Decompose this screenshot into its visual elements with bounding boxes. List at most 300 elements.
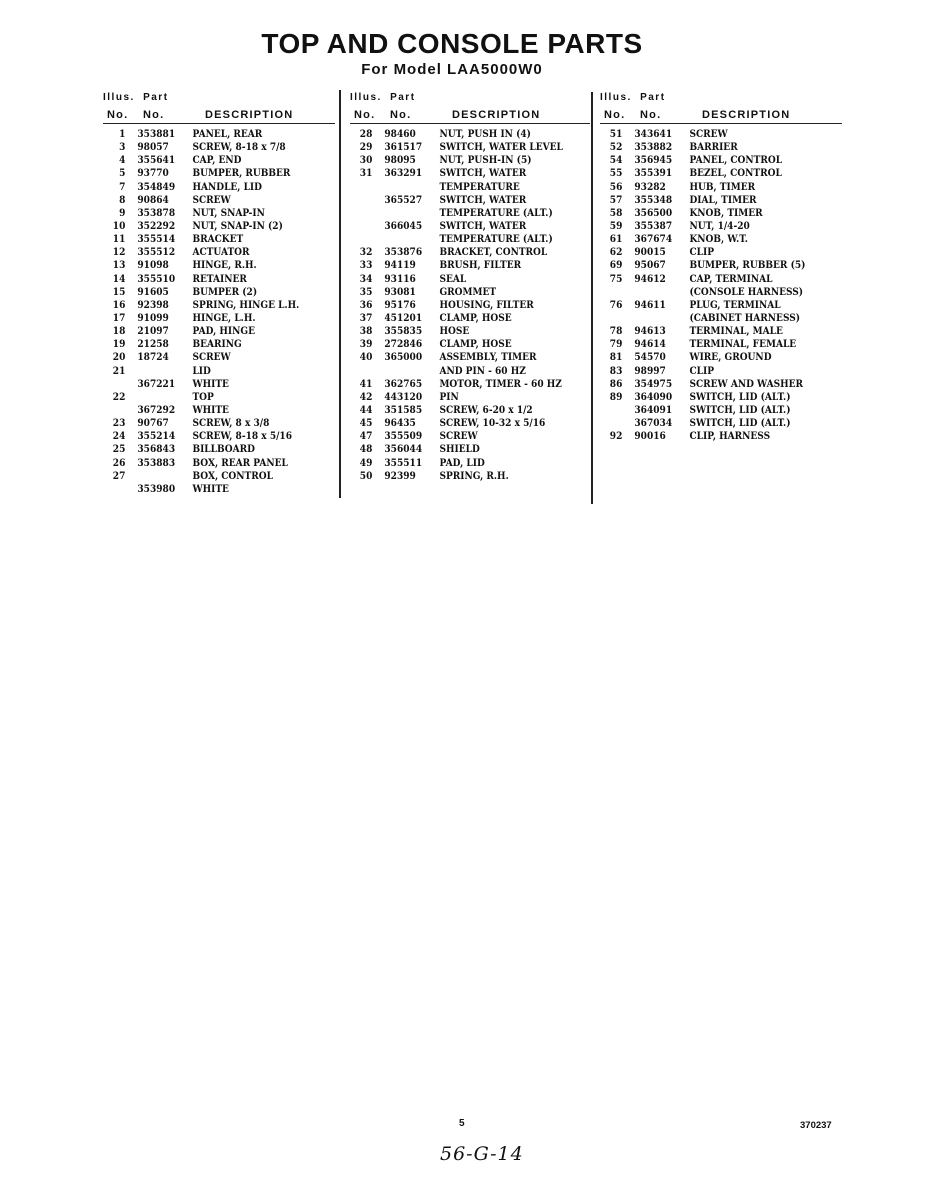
table-row: [103, 181, 334, 194]
table-row: [600, 141, 841, 154]
table-row: [600, 299, 841, 312]
part-description: KNOB, W.T.: [689, 233, 748, 246]
part-number: 362765: [384, 377, 423, 390]
part-description: HINGE, R.H.: [192, 259, 257, 272]
table-row: [350, 167, 589, 180]
table-row: [600, 233, 841, 246]
table-row: [103, 246, 334, 259]
part-description: SCREW, 8-18 x 7/8: [192, 141, 286, 154]
illus-number: 19: [112, 338, 126, 351]
table-row: [600, 338, 841, 351]
table-row: [350, 338, 589, 351]
illus-number: 3: [119, 141, 126, 154]
part-number: 367034: [634, 417, 673, 430]
part-description: PANEL, REAR: [192, 128, 263, 140]
part-number: 356945: [634, 154, 673, 167]
column-header-top: [350, 92, 590, 107]
illus-number: 52: [609, 141, 623, 154]
table-row: [103, 299, 334, 312]
table-row: [103, 325, 334, 338]
illus-number: 18: [112, 325, 126, 338]
part-description: PAD, HINGE: [192, 325, 255, 338]
part-description: SCREW, 6-20 x 1/2: [439, 403, 533, 416]
header-rule: [600, 123, 842, 124]
table-row: [103, 207, 334, 220]
table-row: [103, 470, 334, 483]
part-number: 353883: [137, 456, 176, 469]
part-description: SHIELD: [439, 443, 480, 456]
table-row: [103, 365, 334, 378]
illus-number: 57: [609, 193, 623, 206]
part-number: 355835: [384, 325, 423, 338]
table-row: [600, 154, 841, 167]
table-row: [350, 194, 589, 207]
table-row: [350, 404, 589, 417]
illus-number: 39: [359, 338, 373, 351]
illus-number: 12: [112, 246, 126, 259]
table-row: [350, 141, 589, 154]
table-row: [103, 273, 334, 286]
header-rule: [350, 123, 590, 124]
part-description: BILLBOARD: [192, 443, 256, 456]
parts-column-2: [350, 92, 590, 483]
part-description: SCREW AND WASHER: [689, 377, 804, 390]
header-description: DESCRIPTION: [702, 109, 791, 121]
part-description: CLAMP, HOSE: [439, 338, 512, 351]
part-description: HANDLE, LID: [192, 180, 262, 193]
part-number: 90015: [634, 246, 666, 259]
header-illus-no: No.: [354, 109, 376, 121]
part-number: 98095: [384, 154, 416, 167]
table-row: [600, 273, 841, 286]
part-number: 94613: [634, 325, 666, 338]
illus-number: 23: [112, 417, 126, 430]
part-number: 356843: [137, 443, 176, 456]
illus-number: 22: [112, 390, 126, 403]
part-description: SCREW, 8 x 3/8: [192, 417, 270, 430]
part-number: 90767: [137, 417, 169, 430]
illus-number: 1: [119, 128, 126, 140]
table-row: [350, 128, 589, 141]
part-description: SWITCH, WATER: [439, 219, 527, 232]
table-row: [350, 417, 589, 430]
illus-number: 49: [359, 456, 373, 469]
table-row: [350, 378, 589, 391]
header-illus: Illus.: [600, 92, 632, 103]
illus-number: 25: [112, 443, 126, 456]
part-description: (CABINET HARNESS): [689, 311, 801, 324]
part-description: PIN: [439, 390, 459, 403]
part-number: 353882: [634, 141, 673, 154]
part-number: 355514: [137, 233, 176, 246]
illus-number: 20: [112, 351, 126, 364]
part-number: 90864: [137, 193, 169, 206]
illus-number: 34: [359, 272, 373, 285]
illus-number: 13: [112, 259, 126, 272]
header-part: Part: [390, 92, 416, 103]
table-row: [350, 443, 589, 456]
table-row: [600, 365, 841, 378]
column-header-top: [600, 92, 842, 107]
part-number: 92399: [384, 469, 416, 482]
illus-number: 11: [112, 233, 126, 246]
illus-number: 61: [609, 233, 623, 246]
part-number: 355512: [137, 246, 176, 259]
illus-number: 17: [112, 311, 126, 324]
table-row: [103, 194, 334, 207]
part-description: NUT, PUSH-IN (5): [439, 154, 532, 167]
header-illus-no: No.: [107, 109, 129, 121]
part-description: BRACKET: [192, 233, 244, 246]
illus-number: 69: [609, 259, 623, 272]
header-description: DESCRIPTION: [452, 109, 541, 121]
illus-number: 62: [609, 246, 623, 259]
part-description: SWITCH, WATER LEVEL: [439, 141, 563, 154]
part-description: SCREW: [192, 351, 231, 364]
part-number: 91605: [137, 285, 169, 298]
part-number: 354849: [137, 180, 176, 193]
table-row: [350, 325, 589, 338]
table-row: [600, 312, 841, 325]
table-row: [103, 430, 334, 443]
part-description: PAD, LID: [439, 456, 485, 469]
table-row: [600, 167, 841, 180]
table-row: [350, 430, 589, 443]
document-code: 370237: [800, 1120, 832, 1131]
illus-number: 86: [609, 377, 623, 390]
part-description: CAP, END: [192, 154, 242, 167]
part-description: HUB, TIMER: [689, 180, 756, 193]
handwritten-note: 56-G-14: [440, 1143, 524, 1165]
part-description: BRACKET, CONTROL: [439, 246, 548, 259]
part-number: 353881: [137, 128, 176, 140]
illus-number: 45: [359, 417, 373, 430]
part-number: 355509: [384, 430, 423, 443]
part-description: BOX, REAR PANEL: [192, 456, 288, 469]
page-title: TOP AND CONSOLE PARTS: [261, 28, 643, 59]
part-number: 93116: [384, 272, 416, 285]
illus-number: 83: [609, 364, 623, 377]
part-description: KNOB, TIMER: [689, 206, 763, 219]
part-description: PANEL, CONTROL: [689, 154, 783, 167]
header-part-no: No.: [143, 109, 165, 121]
illus-number: 48: [359, 443, 373, 456]
part-number: 21097: [137, 325, 169, 338]
table-row: [103, 220, 334, 233]
part-description: WHITE: [192, 482, 229, 495]
part-description: TEMPERATURE (ALT.): [439, 206, 553, 219]
part-number: 367674: [634, 233, 673, 246]
table-row: [103, 128, 334, 141]
illus-number: 10: [112, 219, 126, 232]
table-row: [103, 378, 334, 391]
illus-number: 32: [359, 246, 373, 259]
part-description: BUMPER, RUBBER (5): [689, 259, 806, 272]
part-description: ASSEMBLY, TIMER: [439, 351, 537, 364]
illus-number: 51: [609, 128, 623, 140]
table-row: [103, 233, 334, 246]
table-row: [600, 128, 841, 141]
illus-number: 37: [359, 311, 373, 324]
illus-number: 50: [359, 469, 373, 482]
part-number: 94611: [634, 298, 666, 311]
table-row: [350, 259, 589, 272]
part-description: HOSE: [439, 325, 470, 338]
table-row: [600, 430, 841, 443]
illus-number: 56: [609, 180, 623, 193]
illus-number: 78: [609, 325, 623, 338]
header-illus-no: No.: [604, 109, 626, 121]
illus-number: 33: [359, 259, 373, 272]
table-row: [600, 404, 841, 417]
part-number: 94612: [634, 272, 666, 285]
part-description: NUT, PUSH IN (4): [439, 128, 531, 140]
table-row: [103, 351, 334, 364]
part-description: BUMPER, RUBBER: [192, 167, 291, 180]
part-description: CLAMP, HOSE: [439, 311, 512, 324]
illus-number: 44: [359, 403, 373, 416]
part-description: BEZEL, CONTROL: [689, 167, 782, 180]
part-number: 93282: [634, 180, 666, 193]
header-illus: Illus.: [103, 92, 135, 103]
part-number: 352292: [137, 219, 176, 232]
illus-number: 75: [609, 272, 623, 285]
illus-number: 59: [609, 219, 623, 232]
part-number: 354975: [634, 377, 673, 390]
header-description: DESCRIPTION: [205, 109, 294, 121]
table-row: [600, 246, 841, 259]
part-number: 98997: [634, 364, 666, 377]
illus-number: 35: [359, 285, 373, 298]
part-number: 351585: [384, 403, 423, 416]
parts-column-1: [103, 92, 335, 496]
part-description: SCREW, 8-18 x 5/16: [192, 430, 292, 443]
part-description: BOX, CONTROL: [192, 469, 273, 482]
part-number: 361517: [384, 141, 423, 154]
part-number: 355214: [137, 430, 176, 443]
table-row: [350, 220, 589, 233]
illus-number: 24: [112, 430, 126, 443]
part-number: 363291: [384, 167, 423, 180]
part-description: SWITCH, LID (ALT.): [689, 390, 791, 403]
part-description: CLIP: [689, 364, 714, 377]
part-description: CLIP, HARNESS: [689, 430, 771, 443]
illus-number: 54: [609, 154, 623, 167]
parts-column-3: [600, 92, 842, 443]
part-number: 272846: [384, 338, 423, 351]
part-description: LID: [192, 364, 211, 377]
table-row: [350, 312, 589, 325]
part-number: 365527: [384, 193, 423, 206]
table-row: [600, 286, 841, 299]
part-number: 355348: [634, 193, 673, 206]
illus-number: 89: [609, 390, 623, 403]
part-number: 367292: [137, 403, 176, 416]
part-description: WHITE: [192, 403, 229, 416]
table-row: [103, 443, 334, 456]
part-number: 355387: [634, 219, 673, 232]
table-row: [103, 141, 334, 154]
part-description: NUT, 1/4-20: [689, 219, 750, 232]
table-row: [103, 154, 334, 167]
part-description: BRUSH, FILTER: [439, 259, 522, 272]
illus-number: 58: [609, 206, 623, 219]
table-row: [600, 325, 841, 338]
part-description: BUMPER (2): [192, 285, 258, 298]
part-description: ACTUATOR: [192, 246, 250, 259]
part-number: 91098: [137, 259, 169, 272]
part-description: CAP, TERMINAL: [689, 272, 773, 285]
part-number: 90016: [634, 430, 666, 443]
part-number: 365000: [384, 351, 423, 364]
part-number: 355641: [137, 154, 176, 167]
illus-number: 41: [359, 377, 373, 390]
part-description: TEMPERATURE (ALT.): [439, 233, 553, 246]
part-description: SCREW: [192, 193, 231, 206]
table-row: [350, 299, 589, 312]
part-description: TOP: [192, 390, 214, 403]
part-description: MOTOR, TIMER - 60 HZ: [439, 377, 562, 390]
part-number: 367221: [137, 377, 176, 390]
column-divider: [339, 90, 341, 498]
table-row: [600, 391, 841, 404]
part-number: 96435: [384, 417, 416, 430]
table-row: [350, 286, 589, 299]
header-part-no: No.: [390, 109, 412, 121]
table-row: [103, 457, 334, 470]
part-description: SPRING, R.H.: [439, 469, 509, 482]
table-row: [350, 233, 589, 246]
part-number: 353980: [137, 482, 176, 495]
illus-number: 8: [119, 193, 126, 206]
part-number: 94119: [384, 259, 416, 272]
table-row: [103, 483, 334, 496]
part-description: (CONSOLE HARNESS): [689, 285, 804, 298]
header-part: Part: [143, 92, 169, 103]
part-description: WHITE: [192, 377, 229, 390]
part-number: 98057: [137, 141, 169, 154]
illus-number: 31: [359, 167, 373, 180]
part-description: SCREW, 10-32 x 5/16: [439, 417, 546, 430]
header-rule: [103, 123, 335, 124]
illus-number: 4: [119, 154, 126, 167]
part-number: 54570: [634, 351, 666, 364]
part-description: WIRE, GROUND: [689, 351, 772, 364]
part-description: TERMINAL, MALE: [689, 325, 783, 338]
table-row: [103, 338, 334, 351]
column-header-top: [103, 92, 335, 107]
table-row: [103, 259, 334, 272]
illus-number: 42: [359, 390, 373, 403]
illus-number: 27: [112, 469, 126, 482]
part-number: 353878: [137, 206, 176, 219]
column-divider: [591, 92, 593, 504]
header-illus: Illus.: [350, 92, 382, 103]
header-part: Part: [640, 92, 666, 103]
illus-number: 79: [609, 338, 623, 351]
part-description: DIAL, TIMER: [689, 193, 757, 206]
table-row: [600, 194, 841, 207]
part-description: BEARING: [192, 338, 242, 351]
table-row: [350, 351, 589, 364]
illus-number: 15: [112, 285, 126, 298]
illus-number: 21: [112, 364, 126, 377]
table-row: [600, 351, 841, 364]
part-description: NUT, SNAP-IN: [192, 206, 265, 219]
model-subtitle: For Model LAA5000W0: [361, 61, 543, 78]
part-description: PLUG, TERMINAL: [689, 298, 781, 311]
part-number: 93770: [137, 167, 169, 180]
header-part-no: No.: [640, 109, 662, 121]
part-number: 356500: [634, 206, 673, 219]
illus-number: 14: [112, 272, 126, 285]
illus-number: 9: [119, 206, 126, 219]
illus-number: 81: [609, 351, 623, 364]
part-description: SWITCH, WATER: [439, 167, 527, 180]
part-description: AND PIN - 60 HZ: [439, 364, 526, 377]
part-number: 94614: [634, 338, 666, 351]
part-number: 364091: [634, 403, 673, 416]
table-row: [600, 220, 841, 233]
table-row: [350, 457, 589, 470]
table-row: [350, 470, 589, 483]
table-row: [103, 286, 334, 299]
part-description: SEAL: [439, 272, 467, 285]
part-description: SCREW: [689, 128, 728, 140]
part-number: 343641: [634, 128, 673, 140]
table-row: [600, 181, 841, 194]
part-number: 95067: [634, 259, 666, 272]
table-row: [103, 404, 334, 417]
part-number: 93081: [384, 285, 416, 298]
illus-number: 28: [359, 128, 373, 140]
part-number: 21258: [137, 338, 169, 351]
part-description: RETAINER: [192, 272, 247, 285]
part-description: HINGE, L.H.: [192, 311, 256, 324]
illus-number: 36: [359, 298, 373, 311]
part-number: 366045: [384, 219, 423, 232]
illus-number: 38: [359, 325, 373, 338]
part-number: 98460: [384, 128, 416, 140]
part-number: 95176: [384, 298, 416, 311]
illus-number: 55: [609, 167, 623, 180]
part-number: 353876: [384, 246, 423, 259]
table-row: [350, 207, 589, 220]
part-description: TEMPERATURE: [439, 180, 520, 193]
illus-number: 16: [112, 298, 126, 311]
part-number: 18724: [137, 351, 169, 364]
illus-number: 29: [359, 141, 373, 154]
part-number: 356044: [384, 443, 423, 456]
illus-number: 40: [359, 351, 373, 364]
part-number: 355391: [634, 167, 673, 180]
part-description: CLIP: [689, 246, 714, 259]
part-description: GROMMET: [439, 285, 497, 298]
table-row: [103, 391, 334, 404]
column-header-bottom: [350, 107, 590, 123]
page-number: 5: [459, 1118, 465, 1129]
part-number: 92398: [137, 298, 169, 311]
table-row: [103, 312, 334, 325]
table-row: [350, 273, 589, 286]
part-number: 355511: [384, 456, 423, 469]
part-description: BARRIER: [689, 141, 738, 154]
part-number: 364090: [634, 390, 673, 403]
part-description: TERMINAL, FEMALE: [689, 338, 797, 351]
part-description: SCREW: [439, 430, 478, 443]
part-description: HOUSING, FILTER: [439, 298, 534, 311]
table-row: [350, 181, 589, 194]
